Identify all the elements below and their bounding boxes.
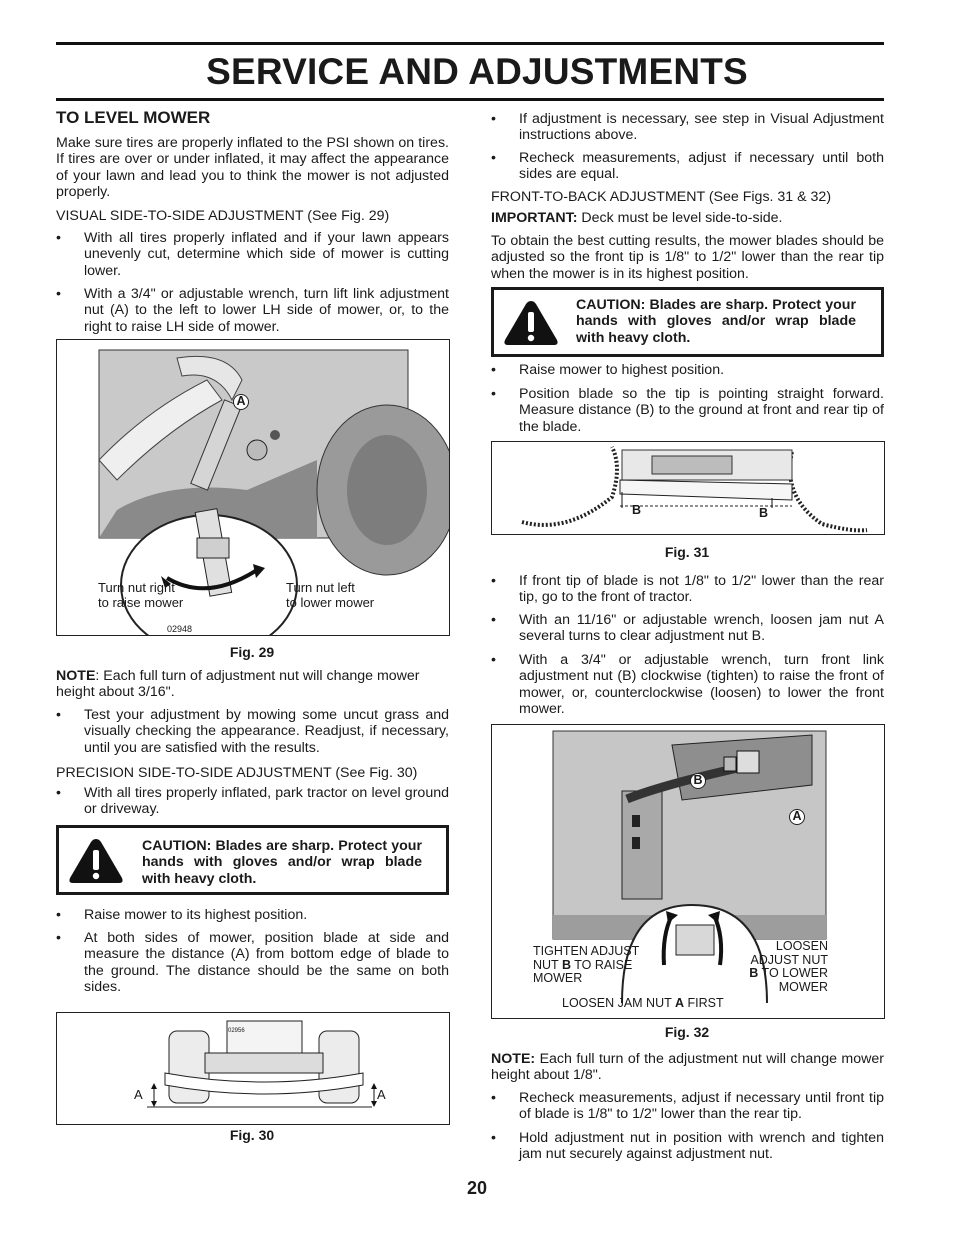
fig30-label-a-right: A [377,1087,386,1102]
figure-31 [491,441,885,535]
fig30-code: 02956 [228,1028,245,1034]
fig32-tighten-label: TIGHTEN ADJUST NUT B TO RAISE MOWER [533,944,640,985]
list-item: • With a 3/4" or adjustable wrench, turn front link adjustment nut (B) clockwise (tighten) to raise the front of mower, or, counterclockwise (loosen) to lower the front mower. [491,652,884,717]
list-item: • Recheck measurements, adjust if necessary until front tip of blade is 1/8" to 1/2" lower than the rear tip. [491,1090,884,1123]
fig29-caption: Fig. 29 [229,644,275,660]
list-item: • Hold adjustment nut in position with wrench and tighten jam nut securely against adjustment nut. [491,1130,884,1163]
list-item: • If adjustment is necessary, see step in Visual Adjustment instructions above. [491,111,884,144]
left-column [56,0,449,1235]
fig31-illustration [492,442,884,534]
section-heading: TO LEVEL MOWER [56,108,211,127]
list-item: • If front tip of blade is not 1/8" to 1/2" lower than the rear tip, go to the front of tractor. [491,573,884,606]
ftb-heading: FRONT-TO-BACK ADJUSTMENT (See Figs. 31 & 32) [491,189,832,205]
list-item: • With all tires properly inflated and if your lawn appears unevenly cut, determine which side of mower is cutting lower. [56,230,449,279]
list-item: • Test your adjustment by mowing some uncut grass and visually checking the appearance. Readjust, if necessary, until you are satisfied with the results. [56,707,449,756]
visual-heading: VISUAL SIDE-TO-SIDE ADJUSTMENT (See Fig. 29) [56,208,390,224]
fig29-turn-left: Turn nut left to lower mower [286,580,375,610]
figure-29 [56,339,450,636]
fig29-turn-right: Turn nut right to raise mower [98,580,184,610]
caution-text: CAUTION: Blades are sharp. Protect your hands with gloves and/or wrap blade with heavy cloth. [142,838,422,887]
list-item: • Position blade so the tip is pointing straight forward. Measure distance (B) to the ground at front and rear tip of the blade. [491,386,884,435]
fig32-label-b: B [690,773,706,789]
fig30-label-a-left: A [134,1087,143,1102]
figure-32 [491,724,885,1019]
caution-text: CAUTION: Blades are sharp. Protect your hands with gloves and/or wrap blade with heavy cloth. [576,297,856,346]
fig31-label-b2: B [759,506,769,520]
fig29-code: 02948 [167,624,193,634]
right-column [491,0,884,1235]
page-title: SERVICE AND ADJUSTMENTS [206,51,748,92]
note-paragraph: NOTE: Each full turn of the adjustment nut will change mower height about 1/8". [491,1051,884,1084]
figure-30 [56,1012,450,1125]
fig32-loosen-label: LOOSEN ADJUST NUT B TO LOWER MOWER [749,939,828,994]
page-number: 20 [466,1178,488,1198]
fig32-label-a: A [789,809,805,825]
fig32-caption: Fig. 32 [664,1024,710,1040]
fig30-illustration [57,1013,449,1124]
fig31-label-b1: B [632,503,642,517]
intro-paragraph: Make sure tires are properly inflated to the PSI shown on tires. If tires are over or under inflated, it may affect the appearance of your lawn and lead you to think the mower is not adjusted properly. [56,135,449,200]
important-line: IMPORTANT: Deck must be level side-to-side. [491,210,783,226]
list-item: • Raise mower to its highest position. [56,907,308,923]
list-item: • With a 3/4" or adjustable wrench, turn lift link adjustment nut (A) to the left to lower LH side of mower, or, to the right to raise LH side of mower. [56,286,449,335]
list-item: • Recheck measurements, adjust if necessary until both sides are equal. [491,150,884,183]
precision-heading: PRECISION SIDE-TO-SIDE ADJUSTMENT (See Fig. 30) [56,765,418,781]
fig31-caption: Fig. 31 [664,544,710,560]
note-paragraph: NOTE: Each full turn of adjustment nut will change mower height about 3/16". [56,668,420,701]
list-item: • With an 11/16" or adjustable wrench, loosen jam nut A several turns to clear adjustment nut B. [491,612,884,645]
obtain-paragraph: To obtain the best cutting results, the mower blades should be adjusted so the front tip is 1/8" to 1/2" lower than the rear tip when the mower is in its highest position. [491,233,884,282]
caution-box [56,825,449,895]
fig32-jam-label: LOOSEN JAM NUT A FIRST [562,996,724,1010]
list-item: • At both sides of mower, position blade at side and measure the distance (A) from bottom edge of blade to the ground. The distance should be the same on both sides. [56,930,449,995]
caution-box [491,287,884,357]
warning-icon [67,836,125,886]
fig29-label-a: A [233,394,249,410]
list-item: • With all tires properly inflated, park tractor on level ground or driveway. [56,785,449,818]
list-item: • Raise mower to highest position. [491,362,725,378]
fig30-caption: Fig. 30 [229,1127,275,1143]
warning-icon [502,298,560,348]
